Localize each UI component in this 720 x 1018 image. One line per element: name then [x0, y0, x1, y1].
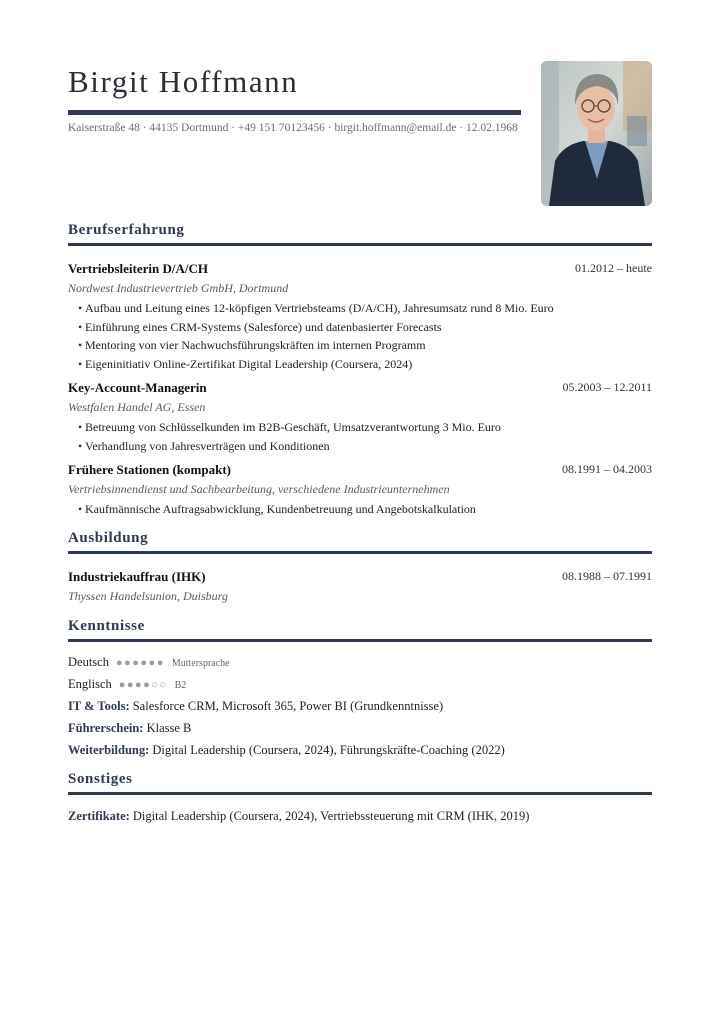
section-title-education: Ausbildung — [68, 530, 149, 546]
list-item: • Verhandlung von Jahresverträgen und Konditionen — [78, 437, 501, 456]
skill-row — [68, 699, 443, 714]
contact-line: Kaiserstraße 48 · 44135 Dortmund · +49 151 70123456 · birgit.hoffmann@email.de · 12.02.1968 — [68, 122, 518, 134]
education-institution: Thyssen Handelsunion, Duisburg — [68, 589, 228, 603]
skill-row — [68, 721, 191, 736]
job-bullet-list — [78, 418, 501, 455]
language-level: Muttersprache — [171, 658, 230, 669]
other-value: Digital Leadership (Coursera, 2024), Vertriebssteuerung mit CRM (IHK, 2019) — [129, 809, 530, 823]
education-dates: 08.1988 – 07.1991 — [562, 569, 652, 583]
job-bullet-list — [78, 500, 476, 519]
language-rating-dots: ●●●●○○ — [118, 679, 168, 691]
skill-label: Weiterbildung: — [68, 743, 150, 757]
section-rule — [68, 551, 652, 554]
skill-label: Führerschein: — [68, 721, 144, 735]
job-employer: Nordwest Industrievertrieb GmbH, Dortmund — [68, 281, 289, 295]
list-item: • Betreuung von Schlüsselkunden im B2B-Geschäft, Umsatzverantwortung 3 Mio. Euro — [78, 418, 501, 437]
section-title-experience: Berufserfahrung — [68, 222, 185, 238]
list-item: • Einführung eines CRM-Systems (Salesforce) und datenbasierter Forecasts — [78, 318, 554, 337]
education-title: Industriekauffrau (IHK) — [68, 569, 206, 584]
skill-value: Digital Leadership (Coursera, 2024), Führungskräfte-Coaching (2022) — [149, 743, 505, 757]
header-rule — [68, 110, 521, 115]
skill-value: Klasse B — [143, 721, 192, 735]
language-row — [68, 655, 230, 670]
section-title-other: Sonstiges — [68, 771, 133, 787]
job-employer: Vertriebsinnendienst und Sachbearbeitung, verschiedene Industrieunternehmen — [68, 482, 450, 496]
section-rule — [68, 639, 652, 642]
language-name: Englisch — [68, 677, 112, 691]
job-title: Vertriebsleiterin D/A/CH — [68, 261, 208, 276]
job-dates: 05.2003 – 12.2011 — [562, 380, 652, 394]
language-rating-dots: ●●●●●● — [115, 657, 165, 669]
list-item: • Mentoring von vier Nachwuchsführungskräften im internen Programm — [78, 336, 554, 355]
skill-row — [68, 743, 505, 758]
language-name: Deutsch — [68, 655, 109, 669]
section-rule — [68, 792, 652, 795]
job-dates: 01.2012 – heute — [575, 261, 652, 275]
list-item: • Aufbau und Leitung eines 12-köpfigen Vertriebsteams (D/A/CH), Jahresumsatz rund 8 Mio. Euro — [78, 299, 554, 318]
list-item: • Kaufmännische Auftragsabwicklung, Kundenbetreuung und Angebotskalkulation — [78, 500, 476, 519]
skill-value: Salesforce CRM, Microsoft 365, Power BI (Grundkenntnisse) — [129, 699, 444, 713]
list-item: • Eigeninitiativ Online-Zertifikat Digital Leadership (Coursera, 2024) — [78, 355, 554, 374]
job-bullet-list — [78, 299, 554, 373]
skill-label: IT & Tools: — [68, 699, 130, 713]
job-title: Frühere Stationen (kompakt) — [68, 462, 231, 477]
job-employer: Westfalen Handel AG, Essen — [68, 400, 206, 414]
section-title-skills: Kenntnisse — [68, 618, 145, 634]
language-row — [68, 677, 186, 692]
language-level: B2 — [174, 680, 187, 691]
profile-photo — [541, 61, 652, 206]
job-dates: 08.1991 – 04.2003 — [562, 462, 652, 476]
other-row — [68, 809, 529, 824]
candidate-name: Birgit Hoffmann — [68, 64, 299, 99]
other-label: Zertifikate: — [68, 809, 130, 823]
job-title: Key-Account-Managerin — [68, 380, 207, 395]
section-rule — [68, 243, 652, 246]
